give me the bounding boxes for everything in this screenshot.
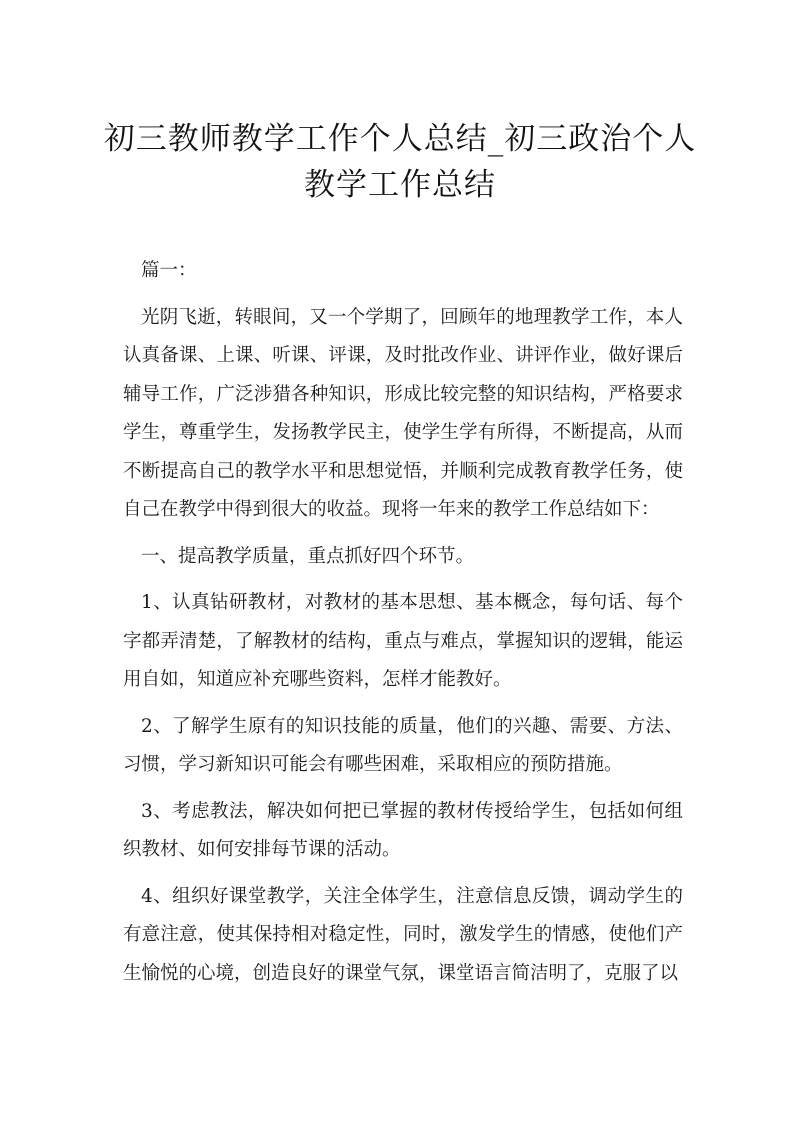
point-1-paragraph: 1、认真钻研教材，对教材的基本思想、基本概念，每句话、每个字都弄清楚，了解教材的结构，重点与难点，掌握知识的逻辑，能运用自如，知道应补充哪些资料，怎样才能教好。 [123,592,683,690]
point-2-paragraph: 2、了解学生原有的知识技能的质量，他们的兴趣、需要、方法、习惯，学习新知识可能会有哪些困难，采取相应的预防措施。 [123,715,683,775]
document-title: 初三教师教学工作个人总结_初三政治个人教学工作总结 [103,121,697,203]
intro-paragraph: 光阴飞逝，转眼间，又一个学期了，回顾年的地理教学工作，本人认真备课、上课、听课、评课，及时批改作业、讲评作业，做好课后辅导工作，广泛涉猎各种知识，形成比较完整的知识结构，严格要求学生，尊重学生，发扬教学民主，使学生学有所得，不断提高，从而不断提高自己的教学水平和思想觉悟，并顺利完成教育教学任务，使自己在教学中得到很大的收益。现将一年来的教学工作总结如下： [123,306,683,520]
document-body [123,252,683,993]
section-heading: 篇一： [141,260,197,281]
point-4-paragraph: 4、组织好课堂教学，关注全体学生，注意信息反馈，调动学生的有意注意，使其保持相对稳定性，同时，激发学生的情感，使他们产生愉悦的心境，创造良好的课堂气氛，课堂语言简洁明了，克服了以 [123,885,683,984]
subheading-paragraph: 一、提高教学质量，重点抓好四个环节。 [141,545,475,567]
point-3-paragraph: 3、考虑教法，解决如何把已掌握的教材传授给学生，包括如何组织教材、如何安排每节课的活动。 [123,800,683,860]
